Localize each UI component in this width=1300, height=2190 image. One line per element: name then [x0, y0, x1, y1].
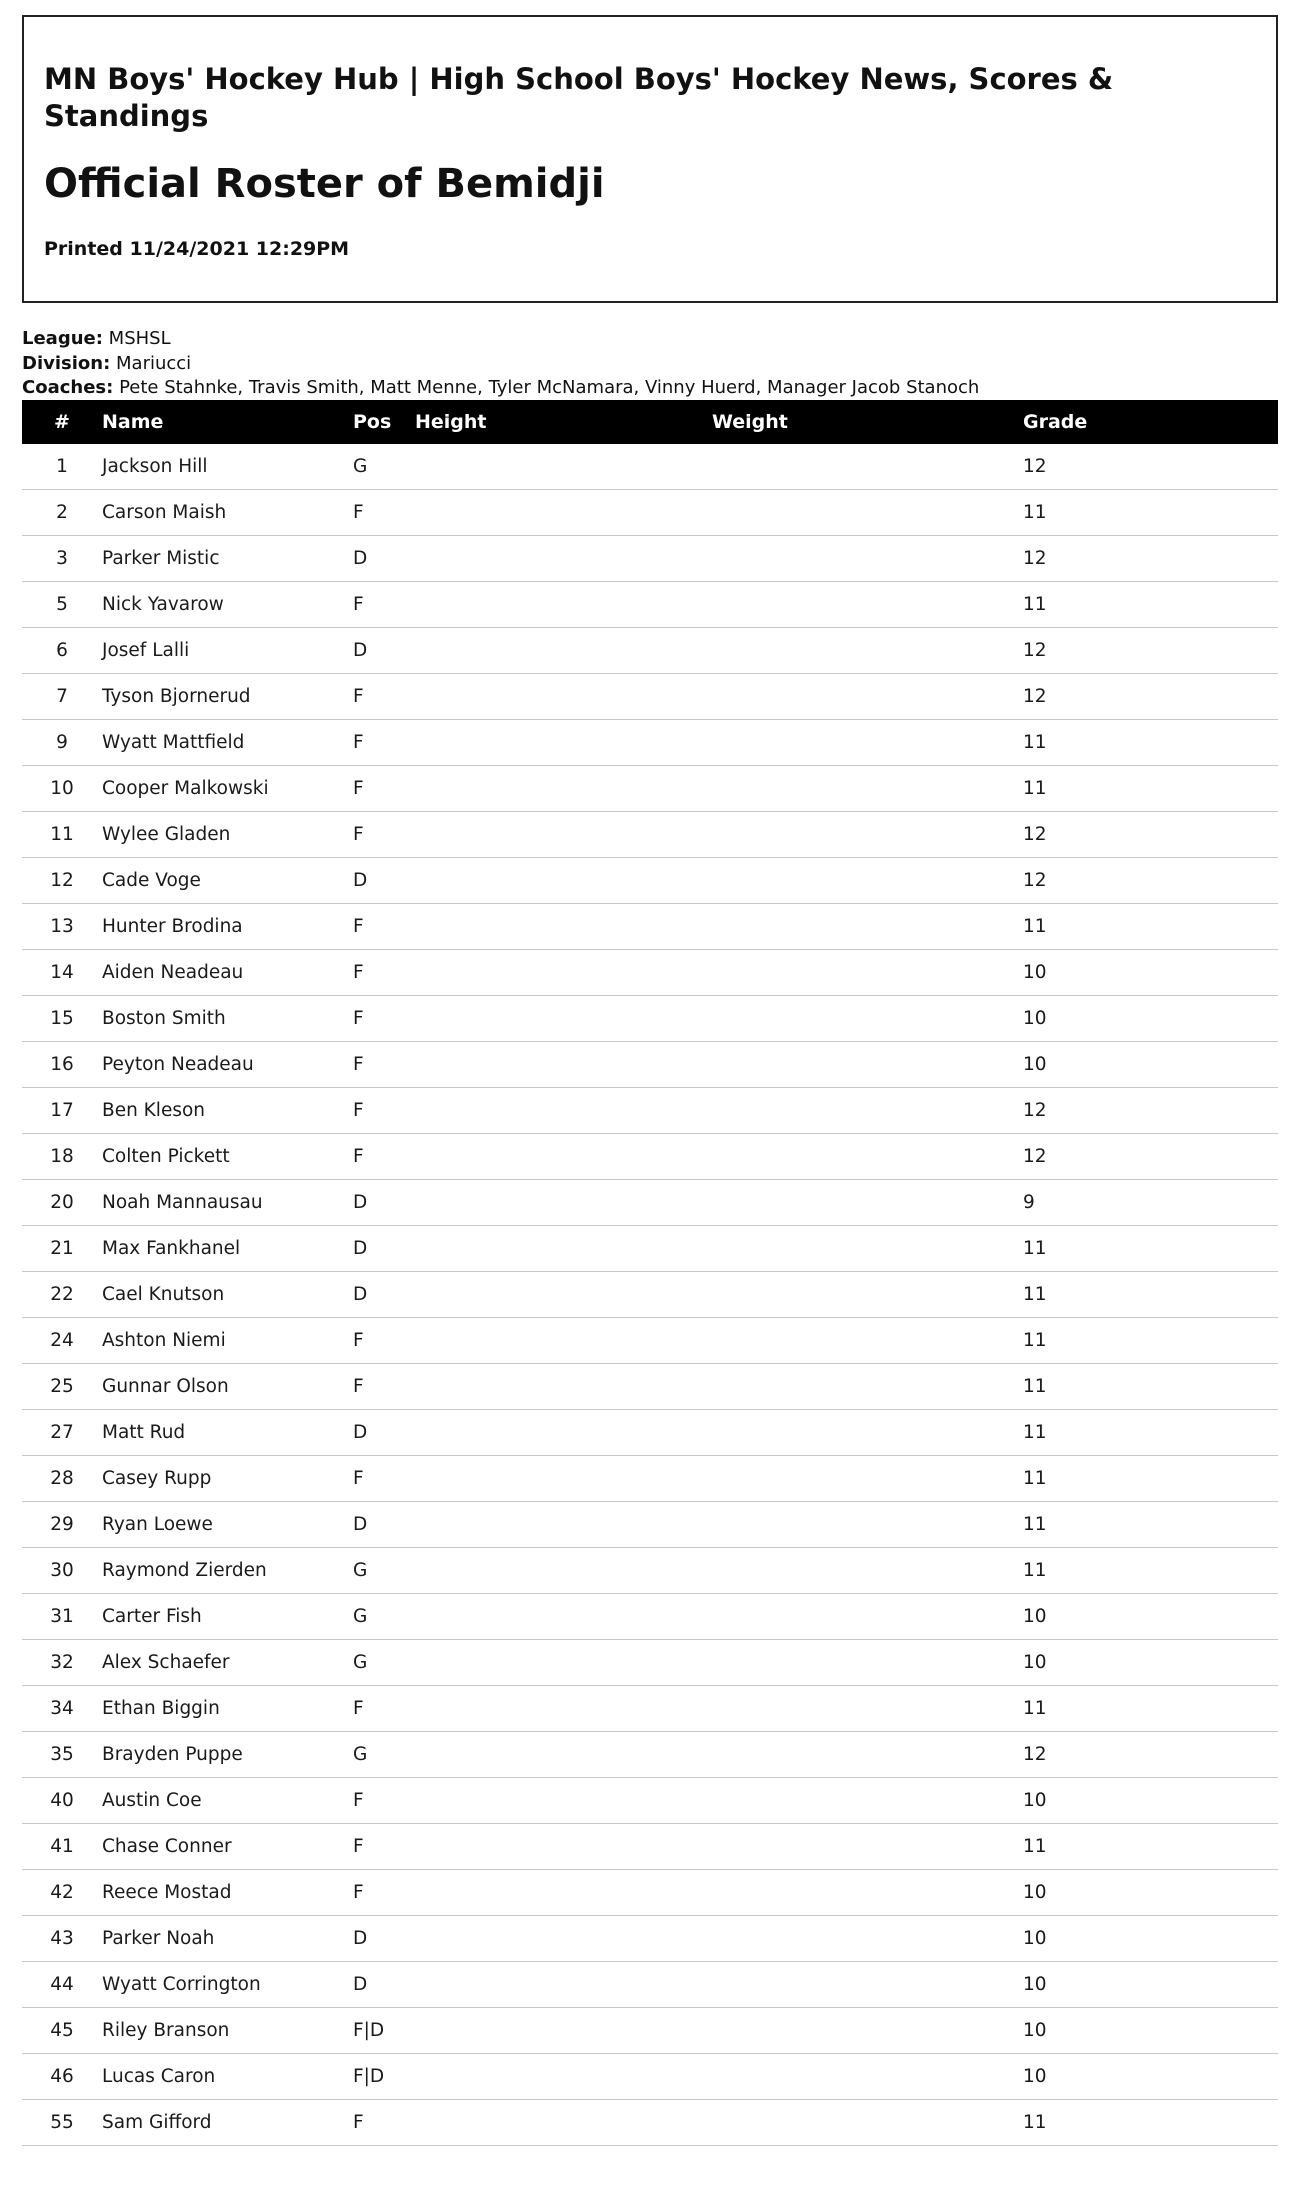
player-name: Cooper Malkowski	[102, 766, 353, 812]
player-height	[415, 1548, 712, 1594]
player-height	[415, 858, 712, 904]
player-grade: 12	[1023, 1134, 1278, 1180]
player-grade: 12	[1023, 628, 1278, 674]
player-height	[415, 812, 712, 858]
player-position: F	[353, 812, 415, 858]
player-weight	[712, 1318, 1023, 1364]
player-position: F	[353, 720, 415, 766]
player-height	[415, 1594, 712, 1640]
player-weight	[712, 1088, 1023, 1134]
player-name: Nick Yavarow	[102, 582, 353, 628]
player-number: 17	[22, 1088, 102, 1134]
player-grade: 10	[1023, 1042, 1278, 1088]
player-position: D	[353, 1410, 415, 1456]
player-name: Sam Gifford	[102, 2100, 353, 2146]
player-grade: 9	[1023, 1180, 1278, 1226]
player-height	[415, 1502, 712, 1548]
player-position: F	[353, 1134, 415, 1180]
printed-timestamp: Printed 11/24/2021 12:29PM	[44, 238, 350, 260]
table-row	[22, 1456, 1278, 1502]
player-position: G	[353, 1640, 415, 1686]
table-row	[22, 1226, 1278, 1272]
player-height	[415, 1318, 712, 1364]
player-weight	[712, 2054, 1023, 2100]
player-number: 34	[22, 1686, 102, 1732]
player-name: Austin Coe	[102, 1778, 353, 1824]
division-label: Division:	[22, 352, 111, 374]
player-position: D	[353, 1962, 415, 2008]
player-position: F	[353, 1686, 415, 1732]
player-grade: 11	[1023, 1226, 1278, 1272]
player-weight	[712, 628, 1023, 674]
player-weight	[712, 1732, 1023, 1778]
player-name: Wyatt Mattfield	[102, 720, 353, 766]
player-grade: 10	[1023, 1640, 1278, 1686]
player-height	[415, 444, 712, 490]
player-weight	[712, 1686, 1023, 1732]
player-weight	[712, 1180, 1023, 1226]
player-grade: 10	[1023, 996, 1278, 1042]
player-weight	[712, 2008, 1023, 2054]
player-grade: 10	[1023, 1594, 1278, 1640]
player-grade: 10	[1023, 1916, 1278, 1962]
player-grade: 11	[1023, 1686, 1278, 1732]
player-position: F	[353, 2100, 415, 2146]
player-name: Gunnar Olson	[102, 1364, 353, 1410]
table-row	[22, 766, 1278, 812]
player-weight	[712, 1870, 1023, 1916]
player-position: F	[353, 1870, 415, 1916]
player-weight	[712, 766, 1023, 812]
player-height	[415, 1272, 712, 1318]
player-grade: 11	[1023, 904, 1278, 950]
player-height	[415, 2008, 712, 2054]
player-name: Parker Mistic	[102, 536, 353, 582]
player-height	[415, 720, 712, 766]
player-number: 44	[22, 1962, 102, 2008]
player-name: Alex Schaefer	[102, 1640, 353, 1686]
player-position: G	[353, 444, 415, 490]
player-grade: 11	[1023, 1318, 1278, 1364]
table-row	[22, 674, 1278, 720]
table-row	[22, 1318, 1278, 1364]
table-row	[22, 2054, 1278, 2100]
table-row	[22, 1180, 1278, 1226]
league-line	[22, 327, 979, 352]
player-number: 21	[22, 1226, 102, 1272]
table-row	[22, 996, 1278, 1042]
table-row	[22, 2100, 1278, 2146]
player-name: Cade Voge	[102, 858, 353, 904]
table-row	[22, 1640, 1278, 1686]
player-weight	[712, 1962, 1023, 2008]
player-number: 35	[22, 1732, 102, 1778]
player-grade: 11	[1023, 582, 1278, 628]
player-weight	[712, 490, 1023, 536]
league-label: League:	[22, 328, 103, 349]
table-row	[22, 2008, 1278, 2054]
player-name: Aiden Neadeau	[102, 950, 353, 996]
table-row	[22, 1502, 1278, 1548]
table-row	[22, 1548, 1278, 1594]
table-row	[22, 1042, 1278, 1088]
player-number: 46	[22, 2054, 102, 2100]
player-height	[415, 1962, 712, 2008]
coaches-value: Pete Stahnke, Travis Smith, Matt Menne, Tyler McNamara, Vinny Huerd, Manager Jacob Stanoch	[119, 377, 980, 398]
player-weight	[712, 2100, 1023, 2146]
player-name: Lucas Caron	[102, 2054, 353, 2100]
player-height	[415, 1180, 712, 1226]
player-name: Ben Kleson	[102, 1088, 353, 1134]
table-row	[22, 1134, 1278, 1180]
player-number: 12	[22, 858, 102, 904]
player-grade: 11	[1023, 1502, 1278, 1548]
player-height	[415, 1916, 712, 1962]
player-position: F	[353, 766, 415, 812]
player-height	[415, 674, 712, 720]
player-name: Wyatt Corrington	[102, 1962, 353, 2008]
coaches-label: Coaches:	[22, 377, 114, 398]
player-height	[415, 904, 712, 950]
player-height	[415, 1640, 712, 1686]
player-height	[415, 1364, 712, 1410]
column-header-height: Height	[415, 411, 487, 433]
column-header-pos: Pos	[353, 411, 392, 433]
table-row	[22, 720, 1278, 766]
player-weight	[712, 1226, 1023, 1272]
table-row	[22, 1272, 1278, 1318]
player-name: Riley Branson	[102, 2008, 353, 2054]
table-row	[22, 1916, 1278, 1962]
player-position: F	[353, 1456, 415, 1502]
player-number: 22	[22, 1272, 102, 1318]
player-weight	[712, 1364, 1023, 1410]
roster-header-box	[22, 15, 1278, 303]
player-grade: 11	[1023, 1272, 1278, 1318]
player-name: Tyson Bjornerud	[102, 674, 353, 720]
player-height	[415, 1134, 712, 1180]
player-grade: 10	[1023, 950, 1278, 996]
player-position: D	[353, 628, 415, 674]
player-number: 45	[22, 2008, 102, 2054]
player-position: F	[353, 1824, 415, 1870]
player-weight	[712, 1640, 1023, 1686]
player-weight	[712, 1778, 1023, 1824]
player-name: Max Fankhanel	[102, 1226, 353, 1272]
header-row	[22, 400, 1278, 444]
player-weight	[712, 674, 1023, 720]
player-name: Ashton Niemi	[102, 1318, 353, 1364]
roster-table	[22, 400, 1278, 2146]
player-position: F	[353, 1778, 415, 1824]
player-name: Casey Rupp	[102, 1456, 353, 1502]
player-position: F	[353, 904, 415, 950]
player-grade: 12	[1023, 858, 1278, 904]
player-number: 10	[22, 766, 102, 812]
player-grade: 10	[1023, 2054, 1278, 2100]
player-height	[415, 1088, 712, 1134]
player-grade: 12	[1023, 812, 1278, 858]
player-weight	[712, 812, 1023, 858]
player-height	[415, 490, 712, 536]
player-weight	[712, 1410, 1023, 1456]
player-number: 43	[22, 1916, 102, 1962]
site-title: MN Boys' Hockey Hub | High School Boys' Hockey News, Scores & Standings	[44, 62, 1114, 133]
player-position: F	[353, 490, 415, 536]
player-name: Raymond Zierden	[102, 1548, 353, 1594]
player-weight	[712, 1916, 1023, 1962]
table-row	[22, 1364, 1278, 1410]
player-height	[415, 1778, 712, 1824]
player-height	[415, 582, 712, 628]
player-number: 9	[22, 720, 102, 766]
player-name: Josef Lalli	[102, 628, 353, 674]
table-row	[22, 1870, 1278, 1916]
player-position: F	[353, 582, 415, 628]
table-row	[22, 1824, 1278, 1870]
player-number: 41	[22, 1824, 102, 1870]
player-position: F	[353, 950, 415, 996]
player-position: G	[353, 1594, 415, 1640]
player-weight	[712, 444, 1023, 490]
table-row	[22, 1962, 1278, 2008]
player-grade: 12	[1023, 444, 1278, 490]
player-number: 32	[22, 1640, 102, 1686]
player-name: Reece Mostad	[102, 1870, 353, 1916]
player-weight	[712, 1272, 1023, 1318]
player-position: D	[353, 536, 415, 582]
column-header-number: #	[54, 411, 70, 433]
player-weight	[712, 858, 1023, 904]
player-height	[415, 628, 712, 674]
player-weight	[712, 1594, 1023, 1640]
table-row	[22, 628, 1278, 674]
player-height	[415, 2054, 712, 2100]
player-weight	[712, 1134, 1023, 1180]
player-weight	[712, 582, 1023, 628]
player-number: 1	[22, 444, 102, 490]
player-name: Brayden Puppe	[102, 1732, 353, 1778]
player-name: Ryan Loewe	[102, 1502, 353, 1548]
player-position: D	[353, 1180, 415, 1226]
player-grade: 10	[1023, 2008, 1278, 2054]
player-position: F	[353, 1042, 415, 1088]
table-row	[22, 1686, 1278, 1732]
player-height	[415, 766, 712, 812]
player-name: Carter Fish	[102, 1594, 353, 1640]
player-name: Jackson Hill	[102, 444, 353, 490]
player-height	[415, 1870, 712, 1916]
player-grade: 11	[1023, 490, 1278, 536]
table-row	[22, 582, 1278, 628]
player-grade: 11	[1023, 720, 1278, 766]
player-height	[415, 996, 712, 1042]
player-number: 6	[22, 628, 102, 674]
table-row	[22, 444, 1278, 490]
player-weight	[712, 1548, 1023, 1594]
player-weight	[712, 536, 1023, 582]
player-height	[415, 1042, 712, 1088]
player-grade: 12	[1023, 1088, 1278, 1134]
player-name: Noah Mannausau	[102, 1180, 353, 1226]
player-position: F	[353, 1318, 415, 1364]
roster-table-header	[22, 400, 1278, 444]
player-name: Parker Noah	[102, 1916, 353, 1962]
player-grade: 10	[1023, 1962, 1278, 2008]
player-grade: 12	[1023, 674, 1278, 720]
division-value: Mariucci	[116, 352, 192, 374]
table-row	[22, 812, 1278, 858]
player-number: 7	[22, 674, 102, 720]
player-position: F	[353, 1088, 415, 1134]
player-grade: 10	[1023, 1870, 1278, 1916]
roster-title: Official Roster of Bemidji	[44, 161, 605, 207]
player-height	[415, 1410, 712, 1456]
player-name: Cael Knutson	[102, 1272, 353, 1318]
player-number: 30	[22, 1548, 102, 1594]
column-header-name: Name	[102, 411, 164, 433]
player-weight	[712, 1824, 1023, 1870]
player-name: Hunter Brodina	[102, 904, 353, 950]
player-number: 11	[22, 812, 102, 858]
player-number: 18	[22, 1134, 102, 1180]
player-number: 5	[22, 582, 102, 628]
player-position: F|D	[353, 2054, 415, 2100]
player-weight	[712, 1502, 1023, 1548]
player-weight	[712, 996, 1023, 1042]
player-grade: 11	[1023, 1824, 1278, 1870]
player-grade: 11	[1023, 1456, 1278, 1502]
player-name: Wylee Gladen	[102, 812, 353, 858]
player-position: F	[353, 674, 415, 720]
player-position: D	[353, 1502, 415, 1548]
player-position: D	[353, 1916, 415, 1962]
roster-meta	[22, 327, 979, 401]
player-number: 13	[22, 904, 102, 950]
player-grade: 11	[1023, 1548, 1278, 1594]
player-position: F	[353, 1364, 415, 1410]
player-number: 3	[22, 536, 102, 582]
table-row	[22, 1088, 1278, 1134]
player-name: Matt Rud	[102, 1410, 353, 1456]
player-height	[415, 1732, 712, 1778]
player-name: Carson Maish	[102, 490, 353, 536]
player-name: Boston Smith	[102, 996, 353, 1042]
table-row	[22, 904, 1278, 950]
player-position: G	[353, 1548, 415, 1594]
player-number: 16	[22, 1042, 102, 1088]
player-weight	[712, 1456, 1023, 1502]
table-row	[22, 1410, 1278, 1456]
player-name: Chase Conner	[102, 1824, 353, 1870]
player-number: 28	[22, 1456, 102, 1502]
division-line	[22, 352, 979, 377]
column-header-weight: Weight	[712, 411, 788, 433]
player-weight	[712, 904, 1023, 950]
player-height	[415, 1824, 712, 1870]
player-height	[415, 1686, 712, 1732]
player-number: 42	[22, 1870, 102, 1916]
column-header-grade: Grade	[1023, 411, 1088, 433]
player-number: 14	[22, 950, 102, 996]
player-grade: 11	[1023, 1364, 1278, 1410]
player-grade: 11	[1023, 2100, 1278, 2146]
player-number: 24	[22, 1318, 102, 1364]
player-position: D	[353, 1272, 415, 1318]
player-grade: 12	[1023, 536, 1278, 582]
table-row	[22, 950, 1278, 996]
player-weight	[712, 720, 1023, 766]
player-number: 29	[22, 1502, 102, 1548]
player-position: F	[353, 996, 415, 1042]
player-height	[415, 536, 712, 582]
table-row	[22, 858, 1278, 904]
table-row	[22, 1594, 1278, 1640]
player-position: F|D	[353, 2008, 415, 2054]
player-height	[415, 1226, 712, 1272]
player-height	[415, 950, 712, 996]
player-grade: 12	[1023, 1732, 1278, 1778]
player-grade: 11	[1023, 766, 1278, 812]
player-number: 2	[22, 490, 102, 536]
roster-table-body	[22, 444, 1278, 2146]
table-row	[22, 1778, 1278, 1824]
player-position: D	[353, 1226, 415, 1272]
table-row	[22, 536, 1278, 582]
player-number: 40	[22, 1778, 102, 1824]
player-number: 25	[22, 1364, 102, 1410]
player-number: 15	[22, 996, 102, 1042]
player-name: Ethan Biggin	[102, 1686, 353, 1732]
player-position: D	[353, 858, 415, 904]
player-grade: 11	[1023, 1410, 1278, 1456]
coaches-line	[22, 376, 979, 401]
player-name: Colten Pickett	[102, 1134, 353, 1180]
player-weight	[712, 950, 1023, 996]
league-value: MSHSL	[108, 328, 171, 349]
player-grade: 10	[1023, 1778, 1278, 1824]
table-row	[22, 490, 1278, 536]
player-number: 31	[22, 1594, 102, 1640]
table-row	[22, 1732, 1278, 1778]
player-number: 20	[22, 1180, 102, 1226]
player-weight	[712, 1042, 1023, 1088]
player-number: 55	[22, 2100, 102, 2146]
player-position: G	[353, 1732, 415, 1778]
player-height	[415, 1456, 712, 1502]
player-number: 27	[22, 1410, 102, 1456]
player-name: Peyton Neadeau	[102, 1042, 353, 1088]
player-height	[415, 2100, 712, 2146]
